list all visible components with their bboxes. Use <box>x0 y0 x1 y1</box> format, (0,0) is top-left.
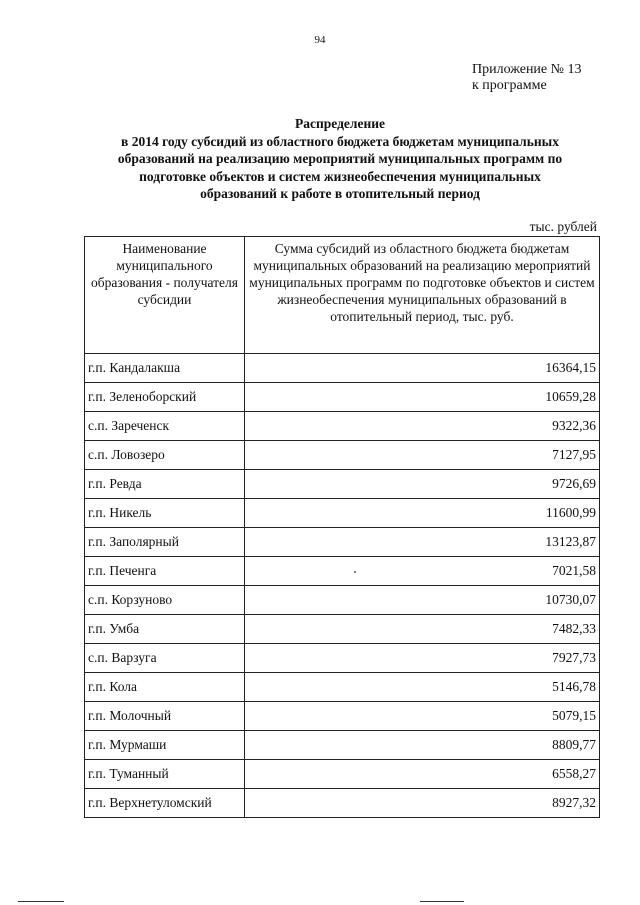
subsidy-amount: 10730,07 <box>245 586 600 615</box>
subsidy-amount: 5146,78 <box>245 673 600 702</box>
municipality-name: г.п. Умба <box>85 615 245 644</box>
table-row <box>85 789 600 818</box>
footer-rule-left <box>18 901 64 902</box>
title-line-4: подготовке объектов и систем жизнеобеспечения муниципальных <box>139 168 541 184</box>
subsidy-amount: 7127,95 <box>245 441 600 470</box>
page-number: 94 <box>314 34 326 46</box>
title-line-2: в 2014 году субсидий из областного бюджета бюджетам муниципальных <box>121 133 559 149</box>
subsidy-amount: 6558,27 <box>245 760 600 789</box>
table-row <box>85 702 600 731</box>
subsidy-amount: 5079,15 <box>245 702 600 731</box>
subsidy-table <box>84 236 600 818</box>
municipality-name: г.п. Туманный <box>85 760 245 789</box>
unit-label: тыс. рублей <box>529 219 597 234</box>
header-municipality: Наименование муниципального образования - получателя субсидии <box>85 237 245 354</box>
document-title <box>60 115 620 203</box>
subsidy-amount: 7482,33 <box>245 615 600 644</box>
subsidy-amount: 8809,77 <box>245 731 600 760</box>
header-amount: Сумма субсидий из областного бюджета бюджетам муниципальных образований на реализацию мероприятий муниципальных программ по подготовке объектов и систем жизнеобеспечения муниципальных образований в отопительный период, тыс. руб. <box>245 237 600 354</box>
municipality-name: с.п. Корзуново <box>85 586 245 615</box>
municipality-name: г.п. Кандалакша <box>85 354 245 383</box>
table-row <box>85 615 600 644</box>
subsidy-amount: 16364,15 <box>245 354 600 383</box>
subsidy-amount: 9322,36 <box>245 412 600 441</box>
table-row <box>85 383 600 412</box>
table-row <box>85 557 600 586</box>
table-row <box>85 354 600 383</box>
table-row <box>85 470 600 499</box>
municipality-name: г.п. Молочный <box>85 702 245 731</box>
subsidy-amount: 10659,28 <box>245 383 600 412</box>
table-body <box>85 354 600 818</box>
table-row <box>85 673 600 702</box>
title-line-5: образований к работе в отопительный период <box>200 186 480 201</box>
table-row <box>85 731 600 760</box>
footer-rule-right <box>420 901 464 902</box>
appendix-line-1: Приложение № 13 <box>472 62 582 77</box>
subsidy-amount: 7021,58 <box>245 557 600 586</box>
table-row <box>85 412 600 441</box>
table-row <box>85 586 600 615</box>
table-row <box>85 441 600 470</box>
subsidy-amount: 11600,99 <box>245 499 600 528</box>
appendix-reference <box>472 62 582 94</box>
municipality-name: г.п. Печенга <box>85 557 245 586</box>
appendix-line-2: к программе <box>472 78 547 93</box>
municipality-name: с.п. Варзуга <box>85 644 245 673</box>
table-row <box>85 644 600 673</box>
title-line-1: Распределение <box>294 116 386 131</box>
subsidy-amount: 7927,73 <box>245 644 600 673</box>
table-header-row <box>85 237 600 354</box>
municipality-name: с.п. Зареченск <box>85 412 245 441</box>
municipality-name: г.п. Зеленоборский <box>85 383 245 412</box>
municipality-name: г.п. Мурмаши <box>85 731 245 760</box>
municipality-name: г.п. Никель <box>85 499 245 528</box>
title-line-3: образований на реализацию мероприятий муниципальных программ по <box>117 151 563 166</box>
table-row <box>85 499 600 528</box>
municipality-name: г.п. Кола <box>85 673 245 702</box>
municipality-name: г.п. Заполярный <box>85 528 245 557</box>
scan-speck <box>354 571 356 573</box>
municipality-name: г.п. Верхнетуломский <box>85 789 245 818</box>
municipality-name: г.п. Ревда <box>85 470 245 499</box>
subsidy-amount: 13123,87 <box>245 528 600 557</box>
table-row <box>85 528 600 557</box>
table-row <box>85 760 600 789</box>
municipality-name: с.п. Ловозеро <box>85 441 245 470</box>
subsidy-amount: 8927,32 <box>245 789 600 818</box>
subsidy-amount: 9726,69 <box>245 470 600 499</box>
